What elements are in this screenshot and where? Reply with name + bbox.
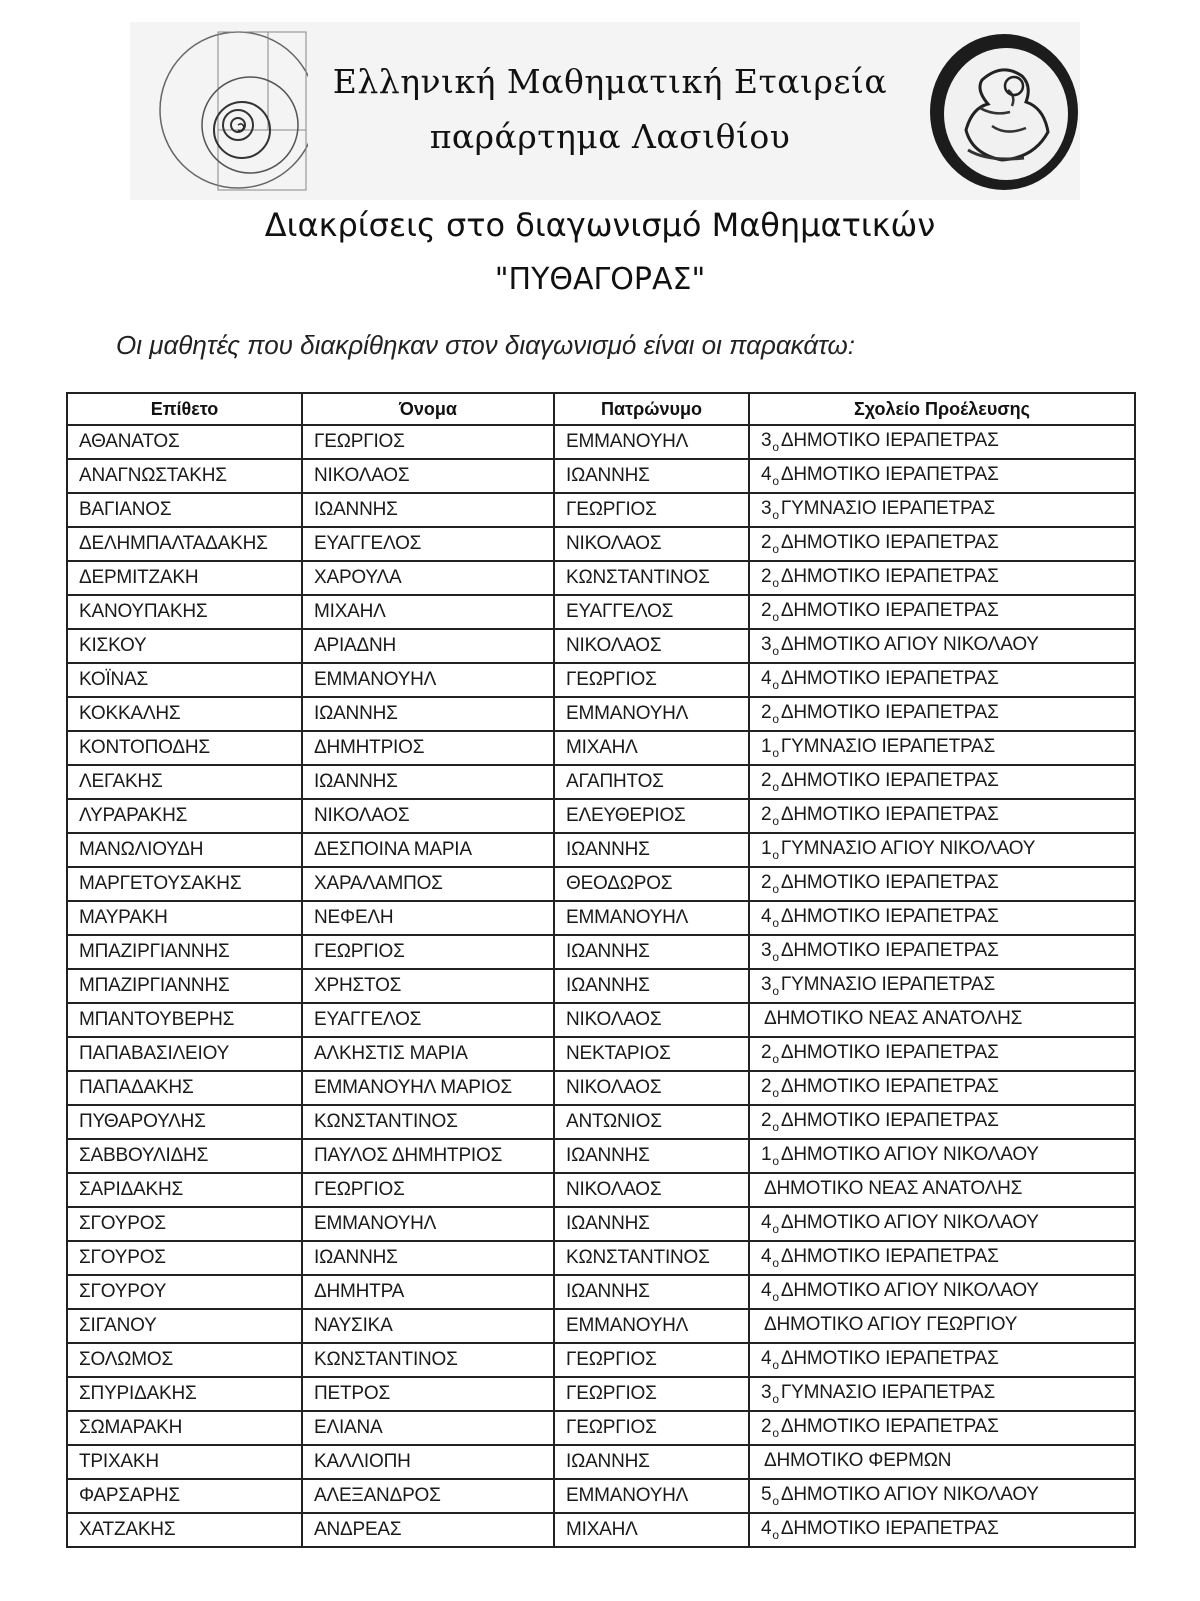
cell-school: [749, 1479, 1135, 1513]
table-row: [67, 969, 1135, 1003]
table-row: [67, 765, 1135, 799]
cell-surname: ΠΑΠΑΒΑΣΙΛΕΙΟΥ: [67, 1037, 302, 1071]
school-number: 2: [761, 702, 772, 724]
ancient-coin-logo: [922, 30, 1082, 195]
cell-school: [749, 1445, 1135, 1479]
school-name: ΔΗΜΟΤΙΚΟ ΙΕΡΑΠΕΤΡΑΣ: [780, 906, 999, 928]
school-name: ΔΗΜΟΤΙΚΟ ΙΕΡΑΠΕΤΡΑΣ: [780, 1246, 999, 1268]
cell-name: ΚΩΝΣΤΑΝΤΙΝΟΣ: [302, 1343, 554, 1377]
school-number: 2: [761, 804, 772, 826]
header-name: Όνομα: [302, 393, 554, 425]
cell-father: ΚΩΝΣΤΑΝΤΙΝΟΣ: [554, 1241, 749, 1275]
cell-surname: ΜΑΡΓΕΤΟΥΣΑΚΗΣ: [67, 867, 302, 901]
cell-surname: ΧΑΤΖΑΚΗΣ: [67, 1513, 302, 1547]
cell-school: [749, 765, 1135, 799]
org-branch: παράρτημα Λασιθίου: [429, 117, 791, 156]
school-number: 3: [761, 974, 772, 996]
table-row: [67, 901, 1135, 935]
cell-surname: ΣΠΥΡΙΔΑΚΗΣ: [67, 1377, 302, 1411]
school-name: ΔΗΜΟΤΙΚΟ ΙΕΡΑΠΕΤΡΑΣ: [780, 872, 999, 894]
cell-name: ΑΡΙΑΔΝΗ: [302, 629, 554, 663]
table-row: [67, 935, 1135, 969]
school-number: 2: [761, 566, 772, 588]
table-row: [67, 1037, 1135, 1071]
cell-surname: ΔΕΡΜΙΤΖΑΚΗ: [67, 561, 302, 595]
cell-school: [749, 1377, 1135, 1411]
school-number: 4: [761, 1280, 772, 1302]
school-number: 4: [761, 1518, 772, 1540]
table-header-row: [67, 393, 1135, 425]
cell-name: ΔΕΣΠΟΙΝΑ ΜΑΡΙΑ: [302, 833, 554, 867]
cell-name: ΕΜΜΑΝΟΥΗΛ: [302, 663, 554, 697]
cell-father: ΝΙΚΟΛΑΟΣ: [554, 1173, 749, 1207]
school-name: ΔΗΜΟΤΙΚΟ ΙΕΡΑΠΕΤΡΑΣ: [780, 1518, 999, 1540]
cell-name: ΚΩΝΣΤΑΝΤΙΝΟΣ: [302, 1105, 554, 1139]
cell-school: [749, 969, 1135, 1003]
table-row: [67, 595, 1135, 629]
school-number: 4: [761, 1348, 772, 1370]
school-number: 3: [761, 940, 772, 962]
cell-name: ΙΩΑΝΝΗΣ: [302, 1241, 554, 1275]
school-ordinal: ο: [772, 949, 779, 964]
cell-father: ΕΛΕΥΘΕΡΙΟΣ: [554, 799, 749, 833]
school-ordinal: ο: [772, 1085, 779, 1100]
school-number: 3: [761, 634, 772, 656]
school-ordinal: ο: [772, 1289, 779, 1304]
school-ordinal: ο: [772, 847, 779, 862]
cell-school: [749, 1275, 1135, 1309]
school-ordinal: ο: [772, 1425, 779, 1440]
school-ordinal: ο: [772, 779, 779, 794]
header-school: Σχολείο Προέλευσης: [749, 393, 1135, 425]
school-ordinal: ο: [772, 1221, 779, 1236]
table-row: [67, 1071, 1135, 1105]
cell-surname: ΣΙΓΑΝΟΥ: [67, 1309, 302, 1343]
table-row: [67, 1309, 1135, 1343]
school-number: 1: [761, 1144, 772, 1166]
cell-school: [749, 1513, 1135, 1547]
table-row: [67, 1479, 1135, 1513]
cell-father: ΙΩΑΝΝΗΣ: [554, 833, 749, 867]
school-name: ΔΗΜΟΤΙΚΟ ΙΕΡΑΠΕΤΡΑΣ: [780, 600, 999, 622]
cell-father: ΑΝΤΩΝΙΟΣ: [554, 1105, 749, 1139]
cell-father: ΕΜΜΑΝΟΥΗΛ: [554, 1309, 749, 1343]
cell-father: ΝΙΚΟΛΑΟΣ: [554, 527, 749, 561]
cell-school: [749, 1411, 1135, 1445]
school-ordinal: ο: [772, 1119, 779, 1134]
document-title: Διακρίσεις στο διαγωνισμό Μαθηματικών: [264, 206, 936, 244]
cell-school: [749, 663, 1135, 697]
school-ordinal: ο: [772, 745, 779, 760]
cell-father: ΓΕΩΡΓΙΟΣ: [554, 1377, 749, 1411]
table-row: [67, 1207, 1135, 1241]
cell-school: [749, 1309, 1135, 1343]
cell-father: ΕΜΜΑΝΟΥΗΛ: [554, 697, 749, 731]
table-row: [67, 493, 1135, 527]
cell-name: ΜΙΧΑΗΛ: [302, 595, 554, 629]
table-row: [67, 731, 1135, 765]
cell-father: ΓΕΩΡΓΙΟΣ: [554, 493, 749, 527]
school-name: ΔΗΜΟΤΙΚΟ ΑΓΙΟΥ ΝΙΚΟΛΑΟΥ: [780, 1212, 1039, 1234]
cell-father: ΝΙΚΟΛΑΟΣ: [554, 1003, 749, 1037]
cell-name: ΝΙΚΟΛΑΟΣ: [302, 459, 554, 493]
cell-name: ΧΑΡΟΥΛΑ: [302, 561, 554, 595]
cell-name: ΑΛΚΗΣΤΙΣ ΜΑΡΙΑ: [302, 1037, 554, 1071]
cell-father: ΓΕΩΡΓΙΟΣ: [554, 1343, 749, 1377]
school-number: 4: [761, 906, 772, 928]
table-row: [67, 799, 1135, 833]
cell-surname: ΠΥΘΑΡΟΥΛΗΣ: [67, 1105, 302, 1139]
school-ordinal: ο: [772, 915, 779, 930]
cell-name: ΓΕΩΡΓΙΟΣ: [302, 425, 554, 459]
table-row: [67, 561, 1135, 595]
cell-surname: ΣΑΒΒΟΥΛΙΔΗΣ: [67, 1139, 302, 1173]
table-row: [67, 1139, 1135, 1173]
cell-name: ΔΗΜΗΤΡΑ: [302, 1275, 554, 1309]
school-name: ΓΥΜΝΑΣΙΟ ΑΓΙΟΥ ΝΙΚΟΛΑΟΥ: [780, 838, 1036, 860]
cell-name: ΕΥΑΓΓΕΛΟΣ: [302, 527, 554, 561]
school-ordinal: ο: [772, 541, 779, 556]
school-name: ΓΥΜΝΑΣΙΟ ΙΕΡΑΠΕΤΡΑΣ: [780, 1382, 996, 1404]
school-ordinal: ο: [772, 813, 779, 828]
school-name: ΔΗΜΟΤΙΚΟ ΙΕΡΑΠΕΤΡΑΣ: [780, 1110, 999, 1132]
cell-name: ΕΛΙΑΝΑ: [302, 1411, 554, 1445]
cell-school: [749, 1241, 1135, 1275]
table-row: [67, 629, 1135, 663]
cell-surname: ΚΟΪΝΑΣ: [67, 663, 302, 697]
school-name: ΔΗΜΟΤΙΚΟ ΑΓΙΟΥ ΝΙΚΟΛΑΟΥ: [780, 634, 1039, 656]
cell-surname: ΜΑΥΡΑΚΗ: [67, 901, 302, 935]
cell-name: ΙΩΑΝΝΗΣ: [302, 493, 554, 527]
cell-surname: ΣΓΟΥΡΟΣ: [67, 1241, 302, 1275]
table-row: [67, 425, 1135, 459]
school-number: 2: [761, 1416, 772, 1438]
school-name: ΔΗΜΟΤΙΚΟ ΙΕΡΑΠΕΤΡΑΣ: [780, 1348, 999, 1370]
school-number: 2: [761, 1076, 772, 1098]
header-surname: Επίθετο: [67, 393, 302, 425]
school-name: ΔΗΜΟΤΙΚΟ ΙΕΡΑΠΕΤΡΑΣ: [780, 702, 999, 724]
school-ordinal: ο: [772, 1357, 779, 1372]
cell-school: [749, 561, 1135, 595]
school-ordinal: ο: [772, 677, 779, 692]
cell-school: [749, 799, 1135, 833]
table-row: [67, 833, 1135, 867]
cell-name: ΓΕΩΡΓΙΟΣ: [302, 1173, 554, 1207]
cell-school: [749, 425, 1135, 459]
cell-surname: ΛΕΓΑΚΗΣ: [67, 765, 302, 799]
cell-name: ΕΥΑΓΓΕΛΟΣ: [302, 1003, 554, 1037]
cell-name: ΕΜΜΑΝΟΥΗΛ ΜΑΡΙΟΣ: [302, 1071, 554, 1105]
school-ordinal: ο: [772, 507, 779, 522]
cell-surname: ΛΥΡΑΡΑΚΗΣ: [67, 799, 302, 833]
cell-father: ΙΩΑΝΝΗΣ: [554, 935, 749, 969]
cell-surname: ΣΩΜΑΡΑΚΗ: [67, 1411, 302, 1445]
cell-name: ΓΕΩΡΓΙΟΣ: [302, 935, 554, 969]
cell-surname: ΣΑΡΙΔΑΚΗΣ: [67, 1173, 302, 1207]
cell-surname: ΜΑΝΩΛΙΟΥΔΗ: [67, 833, 302, 867]
school-name: ΔΗΜΟΤΙΚΟ ΙΕΡΑΠΕΤΡΑΣ: [780, 668, 999, 690]
cell-name: ΝΙΚΟΛΑΟΣ: [302, 799, 554, 833]
document-subtitle: "ΠΥΘΑΓΟΡΑΣ": [494, 262, 706, 297]
school-name: ΓΥΜΝΑΣΙΟ ΙΕΡΑΠΕΤΡΑΣ: [780, 498, 996, 520]
cell-surname: ΣΓΟΥΡΟΣ: [67, 1207, 302, 1241]
school-name: ΔΗΜΟΤΙΚΟ ΦΕΡΜΩΝ: [764, 1450, 952, 1472]
cell-school: [749, 1139, 1135, 1173]
school-name: ΔΗΜΟΤΙΚΟ ΙΕΡΑΠΕΤΡΑΣ: [780, 770, 999, 792]
school-number: 3: [761, 1382, 772, 1404]
school-number: 4: [761, 464, 772, 486]
cell-father: ΕΥΑΓΓΕΛΟΣ: [554, 595, 749, 629]
school-name: ΔΗΜΟΤΙΚΟ ΙΕΡΑΠΕΤΡΑΣ: [780, 940, 999, 962]
table-row: [67, 1003, 1135, 1037]
cell-school: [749, 1343, 1135, 1377]
school-name: ΔΗΜΟΤΙΚΟ ΙΕΡΑΠΕΤΡΑΣ: [780, 1076, 999, 1098]
cell-name: ΔΗΜΗΤΡΙΟΣ: [302, 731, 554, 765]
table-row: [67, 459, 1135, 493]
header-father: Πατρώνυμο: [554, 393, 749, 425]
table-row: [67, 867, 1135, 901]
cell-father: ΜΙΧΑΗΛ: [554, 1513, 749, 1547]
cell-surname: ΚΟΚΚΑΛΗΣ: [67, 697, 302, 731]
table-row: [67, 1275, 1135, 1309]
school-ordinal: ο: [772, 1255, 779, 1270]
table-row: [67, 1105, 1135, 1139]
cell-surname: ΤΡΙΧΑΚΗ: [67, 1445, 302, 1479]
school-number: 1: [761, 736, 772, 758]
school-name: ΔΗΜΟΤΙΚΟ ΑΓΙΟΥ ΝΙΚΟΛΑΟΥ: [780, 1280, 1039, 1302]
school-number: 4: [761, 1246, 772, 1268]
table-row: [67, 1173, 1135, 1207]
school-name: ΔΗΜΟΤΙΚΟ ΑΓΙΟΥ ΝΙΚΟΛΑΟΥ: [780, 1144, 1039, 1166]
school-number: 1: [761, 838, 772, 860]
cell-school: [749, 493, 1135, 527]
cell-surname: ΜΠΑΖΙΡΓΙΑΝΝΗΣ: [67, 935, 302, 969]
cell-school: [749, 1037, 1135, 1071]
cell-father: ΕΜΜΑΝΟΥΗΛ: [554, 1479, 749, 1513]
school-ordinal: ο: [772, 881, 779, 896]
school-name: ΓΥΜΝΑΣΙΟ ΙΕΡΑΠΕΤΡΑΣ: [780, 974, 996, 996]
table-row: [67, 1445, 1135, 1479]
cell-father: ΓΕΩΡΓΙΟΣ: [554, 663, 749, 697]
school-name: ΔΗΜΟΤΙΚΟ ΙΕΡΑΠΕΤΡΑΣ: [780, 804, 999, 826]
cell-surname: ΜΠΑΖΙΡΓΙΑΝΝΗΣ: [67, 969, 302, 1003]
cell-school: [749, 527, 1135, 561]
school-ordinal: ο: [772, 983, 779, 998]
school-ordinal: ο: [772, 1153, 779, 1168]
cell-father: ΕΜΜΑΝΟΥΗΛ: [554, 425, 749, 459]
school-ordinal: ο: [772, 473, 779, 488]
school-ordinal: ο: [772, 1391, 779, 1406]
cell-surname: ΑΘΑΝΑΤΟΣ: [67, 425, 302, 459]
cell-school: [749, 731, 1135, 765]
school-ordinal: ο: [772, 1493, 779, 1508]
cell-surname: ΣΟΛΩΜΟΣ: [67, 1343, 302, 1377]
school-number: 2: [761, 1042, 772, 1064]
school-ordinal: ο: [772, 643, 779, 658]
school-name: ΔΗΜΟΤΙΚΟ ΝΕΑΣ ΑΝΑΤΟΛΗΣ: [764, 1178, 1023, 1200]
cell-name: ΠΕΤΡΟΣ: [302, 1377, 554, 1411]
cell-surname: ΒΑΓΙΑΝΟΣ: [67, 493, 302, 527]
table-row: [67, 1411, 1135, 1445]
school-ordinal: ο: [772, 711, 779, 726]
school-name: ΔΗΜΟΤΙΚΟ ΙΕΡΑΠΕΤΡΑΣ: [780, 1042, 999, 1064]
table-row: [67, 1513, 1135, 1547]
table-row: [67, 663, 1135, 697]
cell-name: ΠΑΥΛΟΣ ΔΗΜΗΤΡΙΟΣ: [302, 1139, 554, 1173]
school-number: 5: [761, 1484, 772, 1506]
school-name: ΔΗΜΟΤΙΚΟ ΑΓΙΟΥ ΓΕΩΡΓΙΟΥ: [764, 1314, 1018, 1336]
cell-surname: ΣΓΟΥΡΟΥ: [67, 1275, 302, 1309]
cell-father: ΘΕΟΔΩΡΟΣ: [554, 867, 749, 901]
school-ordinal: ο: [772, 575, 779, 590]
school-ordinal: ο: [772, 1527, 779, 1542]
cell-school: [749, 1105, 1135, 1139]
cell-name: ΑΛΕΞΑΝΔΡΟΣ: [302, 1479, 554, 1513]
cell-school: [749, 1071, 1135, 1105]
cell-father: ΙΩΑΝΝΗΣ: [554, 1207, 749, 1241]
cell-school: [749, 1173, 1135, 1207]
cell-father: ΝΙΚΟΛΑΟΣ: [554, 1071, 749, 1105]
results-table: [66, 392, 1136, 1548]
cell-school: [749, 901, 1135, 935]
school-ordinal: ο: [772, 609, 779, 624]
cell-name: ΝΑΥΣΙΚΑ: [302, 1309, 554, 1343]
org-name: Ελληνική Μαθηματική Εταιρεία: [332, 62, 888, 101]
cell-name: ΝΕΦΕΛΗ: [302, 901, 554, 935]
school-number: 3: [761, 498, 772, 520]
table-row: [67, 527, 1135, 561]
cell-school: [749, 833, 1135, 867]
cell-surname: ΔΕΛΗΜΠΑΛΤΑΔΑΚΗΣ: [67, 527, 302, 561]
cell-father: ΙΩΑΝΝΗΣ: [554, 1275, 749, 1309]
school-name: ΔΗΜΟΤΙΚΟ ΙΕΡΑΠΕΤΡΑΣ: [780, 532, 999, 554]
cell-name: ΧΑΡΑΛΑΜΠΟΣ: [302, 867, 554, 901]
school-name: ΔΗΜΟΤΙΚΟ ΙΕΡΑΠΕΤΡΑΣ: [780, 1416, 999, 1438]
golden-spiral-logo: [138, 30, 308, 195]
cell-name: ΧΡΗΣΤΟΣ: [302, 969, 554, 1003]
cell-school: [749, 459, 1135, 493]
school-ordinal: ο: [772, 1051, 779, 1066]
cell-father: ΙΩΑΝΝΗΣ: [554, 459, 749, 493]
table-row: [67, 1241, 1135, 1275]
cell-surname: ΜΠΑΝΤΟΥΒΕΡΗΣ: [67, 1003, 302, 1037]
cell-father: ΓΕΩΡΓΙΟΣ: [554, 1411, 749, 1445]
cell-school: [749, 629, 1135, 663]
school-name: ΔΗΜΟΤΙΚΟ ΙΕΡΑΠΕΤΡΑΣ: [780, 430, 999, 452]
school-number: 3: [761, 430, 772, 452]
cell-school: [749, 935, 1135, 969]
school-number: 2: [761, 532, 772, 554]
cell-father: ΚΩΝΣΤΑΝΤΙΝΟΣ: [554, 561, 749, 595]
cell-name: ΑΝΔΡΕΑΣ: [302, 1513, 554, 1547]
cell-father: ΜΙΧΑΗΛ: [554, 731, 749, 765]
school-number: 4: [761, 668, 772, 690]
intro-text: Οι μαθητές που διακρίθηκαν στον διαγωνισμό είναι οι παρακάτω:: [116, 330, 856, 360]
cell-surname: ΦΑΡΣΑΡΗΣ: [67, 1479, 302, 1513]
school-name: ΓΥΜΝΑΣΙΟ ΙΕΡΑΠΕΤΡΑΣ: [780, 736, 996, 758]
table-row: [67, 1343, 1135, 1377]
cell-name: ΚΑΛΛΙΟΠΗ: [302, 1445, 554, 1479]
school-number: 2: [761, 600, 772, 622]
cell-father: ΝΕΚΤΑΡΙΟΣ: [554, 1037, 749, 1071]
school-number: 4: [761, 1212, 772, 1234]
cell-school: [749, 867, 1135, 901]
cell-school: [749, 1003, 1135, 1037]
cell-school: [749, 1207, 1135, 1241]
cell-father: ΑΓΑΠΗΤΟΣ: [554, 765, 749, 799]
school-ordinal: ο: [772, 439, 779, 454]
school-name: ΔΗΜΟΤΙΚΟ ΙΕΡΑΠΕΤΡΑΣ: [780, 566, 999, 588]
school-name: ΔΗΜΟΤΙΚΟ ΙΕΡΑΠΕΤΡΑΣ: [780, 464, 999, 486]
cell-surname: ΚΑΝΟΥΠΑΚΗΣ: [67, 595, 302, 629]
cell-school: [749, 697, 1135, 731]
cell-father: ΙΩΑΝΝΗΣ: [554, 969, 749, 1003]
cell-surname: ΚΙΣΚΟΥ: [67, 629, 302, 663]
cell-name: ΙΩΑΝΝΗΣ: [302, 697, 554, 731]
school-name: ΔΗΜΟΤΙΚΟ ΝΕΑΣ ΑΝΑΤΟΛΗΣ: [764, 1008, 1023, 1030]
cell-surname: ΠΑΠΑΔΑΚΗΣ: [67, 1071, 302, 1105]
table-row: [67, 697, 1135, 731]
cell-father: ΝΙΚΟΛΑΟΣ: [554, 629, 749, 663]
cell-name: ΙΩΑΝΝΗΣ: [302, 765, 554, 799]
cell-surname: ΑΝΑΓΝΩΣΤΑΚΗΣ: [67, 459, 302, 493]
cell-father: ΙΩΑΝΝΗΣ: [554, 1445, 749, 1479]
cell-school: [749, 595, 1135, 629]
school-number: 2: [761, 872, 772, 894]
cell-father: ΕΜΜΑΝΟΥΗΛ: [554, 901, 749, 935]
cell-father: ΙΩΑΝΝΗΣ: [554, 1139, 749, 1173]
school-number: 2: [761, 1110, 772, 1132]
table-row: [67, 1377, 1135, 1411]
school-number: 2: [761, 770, 772, 792]
cell-surname: ΚΟΝΤΟΠΟΔΗΣ: [67, 731, 302, 765]
cell-name: ΕΜΜΑΝΟΥΗΛ: [302, 1207, 554, 1241]
school-name: ΔΗΜΟΤΙΚΟ ΑΓΙΟΥ ΝΙΚΟΛΑΟΥ: [780, 1484, 1039, 1506]
